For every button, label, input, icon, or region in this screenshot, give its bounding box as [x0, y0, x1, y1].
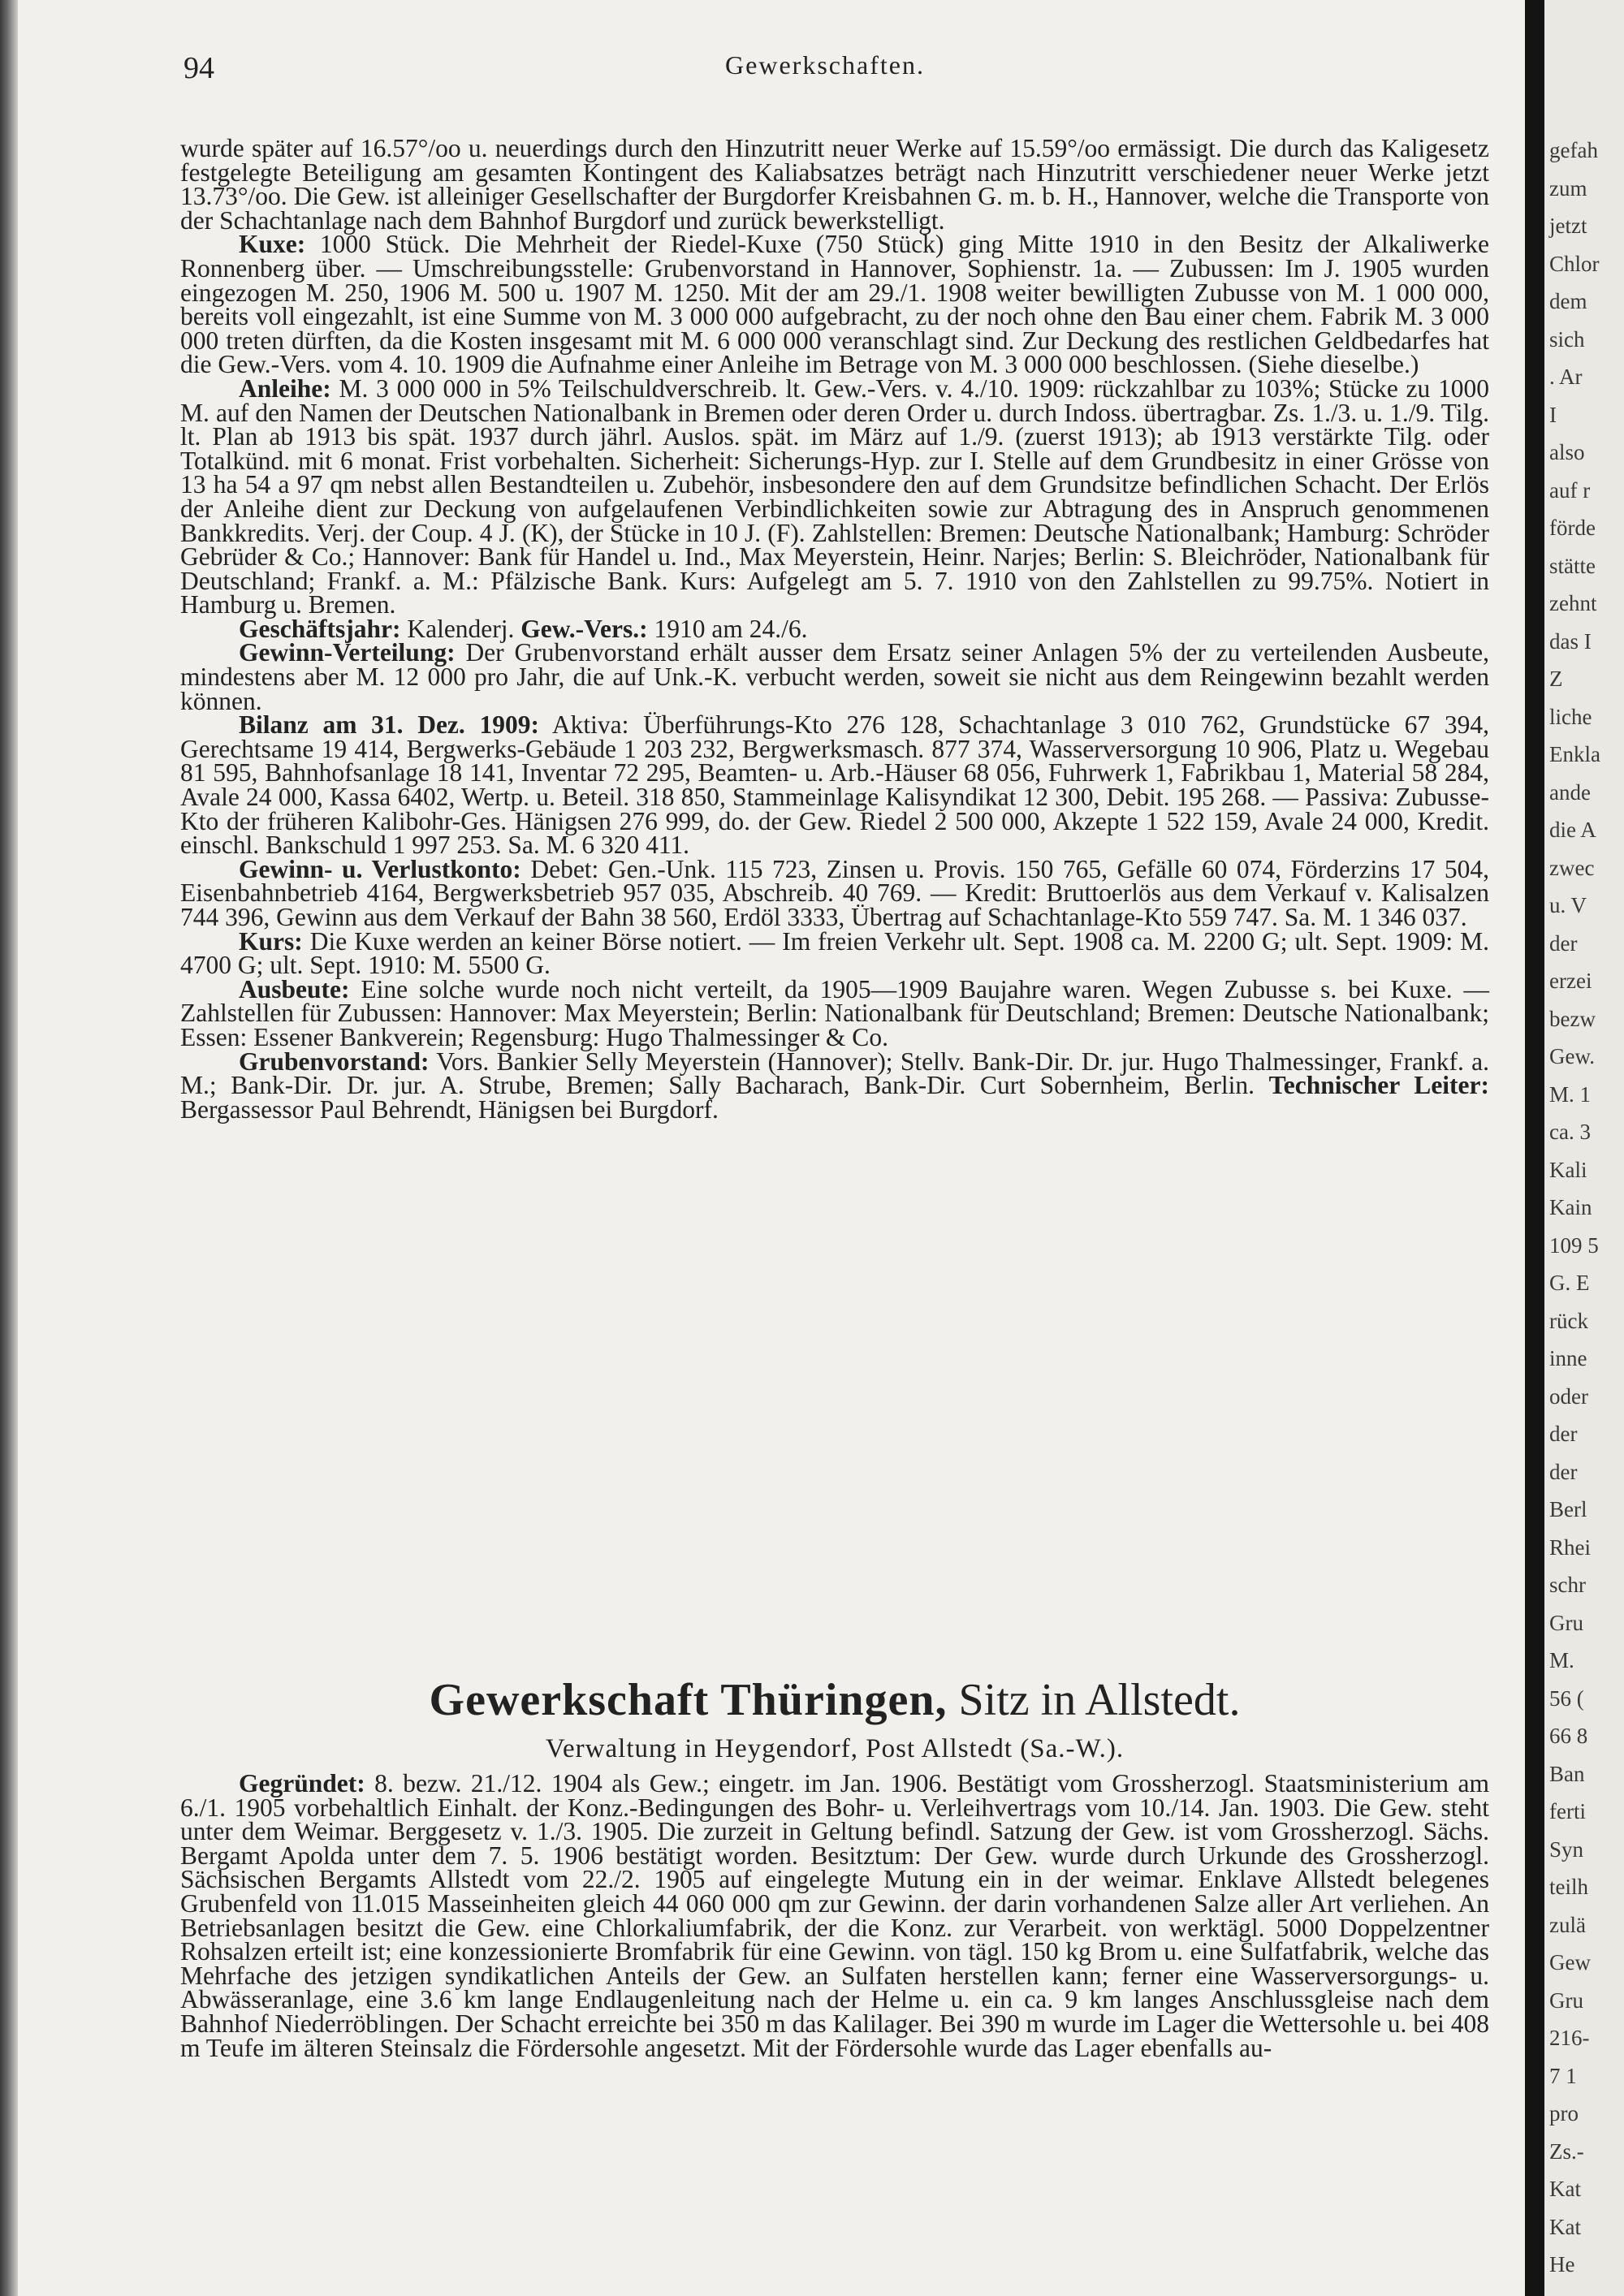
adjacent-page-line: ferti — [1549, 1799, 1586, 1823]
adjacent-page-line: zulä — [1549, 1912, 1586, 1937]
paragraph-gewinn-verlust: Gewinn- u. Verlustkonto: Debet: Gen.-Unk. 115 723, Zinsen u. Provis. 150 765, Gefälle 60 074, Förderzins 17 504, Eisenbahnbetrieb 4164, Bergwerksbetrieb 957 035, Abschreib. 40 769. — Kredit: Bruttoerlös aus dem Verkauf v. Kalisalzen 744 396, Gewinn aus dem Verkauf der Bahn 38 560, Erdöl 3333, Übertrag auf Schachtanlage-Kto 559 747. Sa. M. 1 346 037. — [180, 854, 1489, 931]
adjacent-page-line: rück — [1549, 1308, 1588, 1333]
adjacent-page-line: sich — [1549, 326, 1585, 352]
adjacent-page-line: Rhei — [1549, 1534, 1591, 1560]
adjacent-page-line: oder — [1549, 1383, 1588, 1409]
page-number: 94 — [184, 51, 214, 85]
adjacent-page-line: Kat — [1549, 2214, 1581, 2239]
adjacent-page-line: dem — [1549, 289, 1587, 313]
paragraph-anleihe: Anleihe: M. 3 000 000 in 5% Teilschuldverschreib. lt. Gew.-Vers. v. 4./10. 1909: rückzahlbar zu 103%; Stücke zu 1000 M. auf den Namen der Deutschen Nationalbank in Bremen oder deren Order u. durch Indoss. übertragbar. Zs. 1./3. u. 1./9. Tilg. lt. Plan ab 1913 bis spät. 1937 durch jährl. Auslos. spät. im März auf 1./9. (zuerst 1913); ab 1913 verstärkte Tilg. oder Totalkünd. mit 6 monat. Frist vorbehalten. Sicherheit: Sicherungs-Hyp. zur I. Stelle auf dem Grundbesitz in einer Grösse von 13 ha 54 a 97 qm nebst allen Bestandteilen u. Zubehör, insbesondere den auf dem Grundsitze befindlichen Schacht. Der Erlös der Anleihe dient zur Deckung von aufgelaufenen Verbindlichkeiten sowie zur Abtragung des in Anspruch genommenen Bankkredits. Verj. der Coup. 4 J. (K), der Stücke in 10 J. (F). Zahlstellen: Bremen: Deutsche Nationalbank; Hamburg: Schröder Gebrüder & Co.; Hannover: Bank für Handel u. Ind., Max Meyerstein, Heinr. Narjes; Berlin: S. Bleichröder, Nationalbank für Deutschland; Frankf. a. M.: Pfälzische Bank. Kurs: Aufgelegt am 5. 7. 1910 von den Zahlstellen zu 99.75%. Notiert in Hamburg u. Bremen. — [180, 373, 1489, 619]
paragraph-gewinn-verteilung: Gewinn-Verteilung: Der Grubenvorstand erhält ausser dem Ersatz seiner Anlagen 5% der zu verteilenden Ausbeute, mindestens aber M. 12 000 pro Jahr, die auf Unk.-K. verbucht werden, soweit sie nicht aus dem Reingewinn bezahlt werden können. — [180, 638, 1489, 715]
adjacent-page-line: gefah — [1549, 138, 1598, 162]
section-body — [180, 1769, 1489, 2062]
adjacent-page-line: bezw — [1549, 1006, 1596, 1031]
adjacent-page-line: 7 1 — [1549, 2063, 1577, 2088]
adjacent-page-line: Kain — [1549, 1195, 1592, 1219]
page-header — [159, 50, 1491, 91]
adjacent-page-line: Enkla — [1549, 742, 1600, 766]
adjacent-page-line: Gew. — [1549, 1044, 1595, 1068]
paragraph-kurs: Kurs: Die Kuxe werden an keiner Börse notiert. — Im freien Verkehr ult. Sept. 1908 ca. M. 2200 G; ult. Sept. 1909: M. 4700 G; ult. Sept. 1910: M. 5500 G. — [180, 926, 1489, 980]
adjacent-page-line: inne — [1549, 1346, 1587, 1370]
adjacent-page-line: M. 1 — [1549, 1081, 1592, 1107]
paragraph-gegruendet: Gegründet: 8. bezw. 21./12. 1904 als Gew.; eingetr. im Jan. 1906. Bestätigt vom Grossherzogl. Staatsministerium am 6./1. 1905 vorbehaltlich Einhalt. der Konz.-Bedingungen des Bohr- u. Verleihvertrags vom 10./14. Jan. 1903. Die Gew. steht unter dem Weimar. Berggesetz v. 1./3. 1905. Die zurzeit in Geltung befindl. Satzung der Gew. ist vom Grossherzogl. Sächs. Bergamt Apolda unter dem 7. 5. 1906 bestätigt worden. Besitztum: Der Gew. wurde durch Urkunde des Grossherzogl. Sächsischen Bergamts Allstedt vom 22./2. 1905 auf eingelegte Mutung ein in der weimar. Enklave Allstedt belegenes Grubenfeld von 11.015 Masseinheiten gleich 44 060 000 qm zur Gewinn. der darin vorhandenen Salze aller Art verliehen. An Betriebsanlagen besitzt die Gew. eine Chlorkaliumfabrik, der die Konz. zur Verarbeit. von werktägl. 5000 Doppelzentner Rohsalzen erteilt ist; eine konzessionierte Bromfabrik für eine Gewinn. von tägl. 150 kg Brom u. eine Sulfatfabrik, welche das Mehrfache des jetzigen syndikatlichen Anteils der Gew. an Sulfaten herstellen kann; ferner eine Wasserversorgungs- u. Abwässeranlage, eine 3.6 km lange Endlaugenleitung nach der Helme u. ein ca. 9 km langes Anschlussgleise nach dem Bahnhof Niederröblingen. Der Schacht erreichte bei 350 m das Kalilager. Bei 390 m wurde im Lager die Wettersohle u. bei 408 m Teufe im älteren Steinsalz die Fördersohle angesetzt. Mit der Fördersohle wurde das Lager ebenfalls au- — [180, 1769, 1489, 2062]
company-seat: Sitz in Allstedt. — [947, 1675, 1241, 1725]
adjacent-page-line: der — [1549, 1422, 1578, 1446]
adjacent-page-line: förde — [1549, 516, 1596, 540]
adjacent-page-line: . Ar — [1549, 365, 1583, 389]
adjacent-page-line: Z — [1549, 667, 1563, 691]
adjacent-page-line: u. V — [1549, 893, 1587, 917]
adjacent-page-line: jetzt — [1549, 214, 1587, 238]
book-gutter — [1525, 0, 1544, 2296]
adjacent-page-line: ca. 3 — [1549, 1120, 1591, 1144]
adjacent-page-line: das I — [1549, 628, 1592, 654]
adjacent-page-line: 109 5 — [1549, 1232, 1599, 1258]
adjacent-page-line: Gru — [1549, 1610, 1583, 1635]
adjacent-page-line: M. — [1549, 1648, 1574, 1672]
adjacent-page-line: Zs.- — [1549, 2138, 1584, 2164]
adjacent-page-line: liche — [1549, 704, 1592, 729]
adjacent-page-line: zwec — [1549, 855, 1595, 880]
adjacent-page-line: erzei — [1549, 969, 1592, 993]
section-title — [180, 1674, 1489, 1726]
adjacent-page-line: G. E — [1549, 1271, 1590, 1295]
adjacent-page-line: Syn — [1549, 1836, 1584, 1862]
adjacent-page-fragment — [1544, 0, 1624, 2296]
paragraph-bilanz: Bilanz am 31. Dez. 1909: Aktiva: Überführungs-Kto 276 128, Schachtanlage 3 010 762, Grundstücke 67 394, Gerechtsame 19 414, Bergwerks-Gebäude 1 203 232, Bergwerksmasch. 877 374, Wasserversorgung 10 906, Platz u. Wegebau 81 595, Bahnhofsanlage 18 141, Inventar 72 295, Beamten- u. Arb.-Häuser 68 056, Fuhrwerk 1, Fabrikbau 1, Material 58 284, Avale 24 000, Kassa 6402, Wertp. u. Beteil. 318 850, Stammeinlage Kalisyndikat 12 300, Debit. 195 268. — Passiva: Zubusse-Kto der früheren Kalibohr-Ges. Hänigsen 276 999, do. der Gew. Riedel 2 500 000, Akzepte 1 522 159, Avale 24 000, Kredit. einschl. Bankschuld 1 997 253. Sa. M. 6 320 411. — [180, 710, 1489, 860]
adjacent-page-line: die A — [1549, 818, 1596, 842]
adjacent-page-line: I — [1549, 402, 1557, 427]
paragraph-kuxe: Kuxe: 1000 Stück. Die Mehrheit der Riedel-Kuxe (750 Stück) ging Mitte 1910 in den Besitz der Alkaliwerke Ronnenberg über. — Umschreibungsstelle: Grubenvorstand in Hannover, Sophienstr. 1a. — Zubussen: Im J. 1905 wurden eingezogen M. 250, 1906 M. 500 u. 1907 M. 1250. Mit der am 29./1. 1908 weiter bewilligten Zubusse von M. 1 000 000, bereits voll eingezahlt, ist eine Summe von M. 3 000 000 aufgebracht, zu der noch ohne den Bau einer chem. Fabrik M. 3 000 000 treten dürften, da die Kosten insgesamt mit M. 6 000 000 veranschlagt sind. Zur Deckung des restlichen Geldbedarfes hat die Gew.-Vers. vom 4. 10. 1909 die Aufnahme einer Anleihe im Betrage von M. 3 000 000 beschlossen. (Siehe dieselbe.) — [180, 230, 1489, 379]
adjacent-page-line: ande — [1549, 779, 1591, 805]
adjacent-page-line: Kat — [1549, 2177, 1581, 2201]
adjacent-page-line: zum — [1549, 175, 1587, 201]
adjacent-page-line: He — [1549, 2252, 1575, 2277]
adjacent-page-line: stätte — [1549, 553, 1596, 578]
paragraph-grubenvorstand: Grubenvorstand: Vors. Bankier Selly Meyerstein (Hannover); Stellv. Bank-Dir. Dr. jur. Hugo Thalmessinger, Frankf. a. M.; Bank-Dir. Dr. jur. A. Strube, Bremen; Sally Bacharach, Bank-Dir. Curt Sobernheim, Berlin. Technischer Leiter: Bergassessor Paul Behrendt, Hänigsen bei Burgdorf. — [180, 1047, 1489, 1124]
paragraph-geschaeftsjahr: Geschäftsjahr: Kalenderj. Gew.-Vers.: 1910 am 24./6. — [239, 614, 808, 643]
entry-continued-text — [180, 134, 1489, 1124]
adjacent-page-line: Gru — [1549, 1987, 1583, 2013]
running-head: Gewerkschaften. — [725, 50, 925, 80]
adjacent-page-line: Ban — [1549, 1761, 1585, 1786]
adjacent-page-line: pro — [1549, 2101, 1579, 2126]
company-name: Gewerkschaft Thüringen, — [429, 1675, 948, 1725]
adjacent-page-line: 56 ( — [1549, 1685, 1584, 1711]
adjacent-page-line: Berl — [1549, 1497, 1587, 1521]
section-subtitle: Verwaltung in Heygendorf, Post Allstedt (Sa.-W.). — [545, 1734, 1125, 1763]
adjacent-page-line: also — [1549, 440, 1585, 464]
adjacent-page-line: teilh — [1549, 1875, 1588, 1899]
adjacent-page-line: der — [1549, 930, 1578, 956]
adjacent-page-line: zehnt — [1549, 591, 1597, 615]
adjacent-page-line: auf r — [1549, 477, 1591, 503]
adjacent-page-line: Kali — [1549, 1157, 1587, 1182]
paragraph-ausbeute: Ausbeute: Eine solche wurde noch nicht verteilt, da 1905—1909 Baujahre waren. Wegen Zubusse s. bei Kuxe. — Zahlstellen für Zubussen: Hannover: Max Meyerstein; Berlin: Nationalbank für Deutschland; Bremen: Deutsche Nationalbank; Essen: Essener Bankverein; Regensburg: Hugo Thalmessinger & Co. — [180, 974, 1489, 1051]
adjacent-page-line: schr — [1549, 1573, 1586, 1597]
scan-left-edge — [0, 0, 18, 2296]
adjacent-page-line: Gew — [1549, 1950, 1591, 1974]
adjacent-page-line: 66 8 — [1549, 1724, 1588, 1748]
adjacent-page-line: der — [1549, 1459, 1578, 1484]
paragraph: wurde später auf 16.57°/oo u. neuerdings durch den Hinzutritt neuer Werke auf 15.59°/oo ermässigt. Die durch das Kaligesetz festgelegte Beteiligung am gesamten Kontingent des Kaliabsatzes beträgt nach Hinzutritt verschiedener neuer Werke jetzt 13.73°/oo. Die Gew. ist alleiniger Gesellschafter der Burgdorfer Kreisbahnen G. m. b. H., Hannover, welche die Transporte von der Schachtanlage nach dem Bahnhof Burgdorf und zurück bewerkstelligt. — [180, 134, 1489, 235]
adjacent-page-line: 216- — [1549, 2026, 1590, 2050]
adjacent-page-line: Chlor — [1549, 251, 1600, 276]
